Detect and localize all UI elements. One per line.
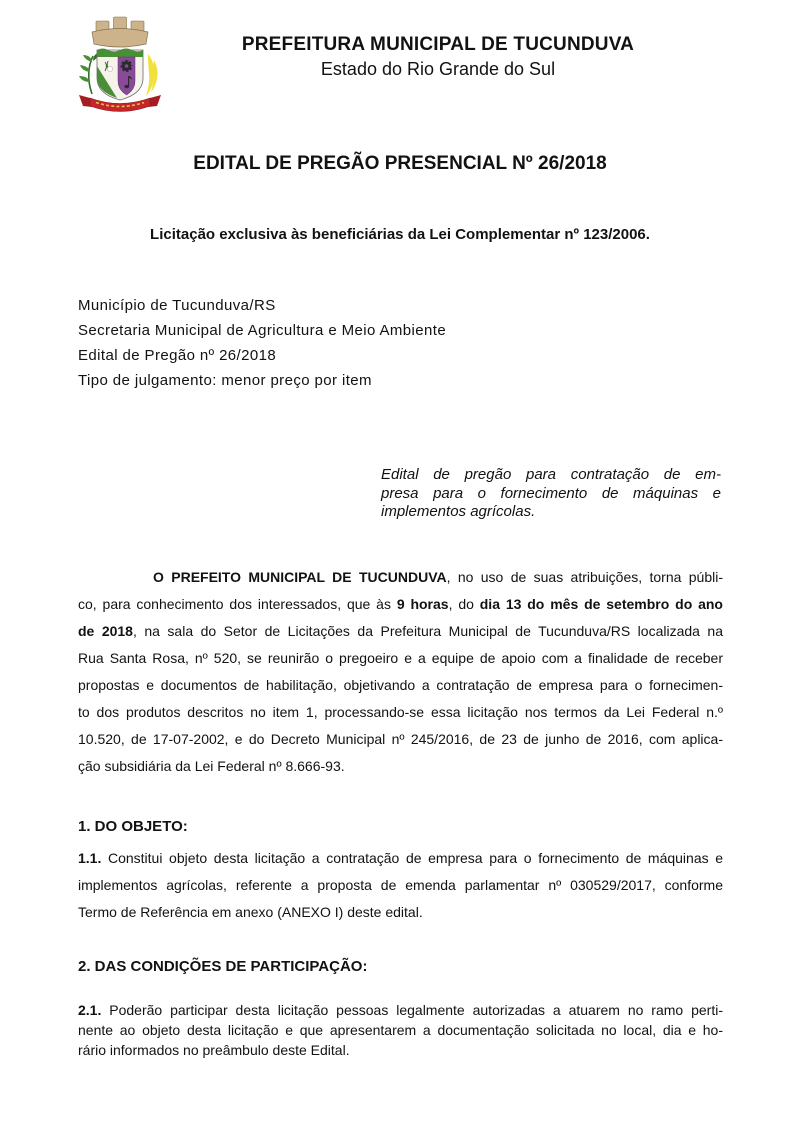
section-2-1-paragraph	[78, 1000, 723, 1060]
object-summary-paragraph	[381, 466, 721, 522]
text-line: Edital de pregão para contratação de em-	[381, 466, 721, 483]
text-line: presa para o fornecimento de máquinas e	[381, 484, 721, 502]
section-1-1-paragraph	[78, 845, 723, 926]
preamble-paragraph	[78, 564, 723, 780]
text-line: to dos produtos descritos no item 1, processando-se essa licitação nos termos da Lei Federal n.º	[78, 704, 723, 720]
text-line: nente ao objeto desta licitação e que apresentarem a documentação solicitada no local, dia e ho-	[78, 1022, 723, 1038]
text-line: ção subsidiária da Lei Federal nº 8.666-93.	[78, 758, 345, 774]
section-1-heading: 1. DO OBJETO:	[78, 818, 188, 835]
text-line: propostas e documentos de habilitação, objetivando a contratação de empresa para o fornecimen-	[78, 677, 723, 693]
letterhead	[76, 33, 800, 81]
text-line: Termo de Referência em anexo (ANEXO I) deste edital.	[78, 904, 423, 920]
text-line: co, para conhecimento dos interessados, que às 9 horas, do dia 13 do mês de setembro do ano	[78, 596, 723, 612]
text-line: Rua Santa Rosa, nº 520, se reunirão o pregoeiro e a equipe de apoio com a finalidade de receber	[78, 650, 723, 666]
text-line: implementos agrícolas, referente a proposta de emenda parlamentar nº 030529/2017, conforme	[78, 877, 723, 893]
document-title: EDITAL DE PREGÃO PRESENCIAL Nº 26/2018	[193, 153, 607, 174]
text-line: O PREFEITO MUNICIPAL DE TUCUNDUVA, no uso de suas atribuições, torna públi-	[153, 569, 723, 585]
exclusivity-note: Licitação exclusiva às beneficiárias da Lei Complementar nº 123/2006.	[150, 226, 650, 243]
text-line: 10.520, de 17-07-2002, e do Decreto Municipal nº 245/2016, de 23 de junho de 2016, com aplica-	[78, 731, 723, 747]
info-line-edital-number: Edital de Pregão nº 26/2018	[78, 347, 277, 364]
text-line: 2.1. Poderão participar desta licitação pessoas legalmente autorizadas a atuarem no ramo perti-	[78, 1002, 723, 1018]
text-line: de 2018, na sala do Setor de Licitações da Prefeitura Municipal de Tucunduva/RS localizada na	[78, 623, 724, 639]
info-line-judgment-type: Tipo de julgamento: menor preço por item	[78, 372, 372, 389]
info-line-secretariat: Secretaria Municipal de Agricultura e Meio Ambiente	[78, 322, 447, 339]
section-2-heading: 2. DAS CONDIÇÕES DE PARTICIPAÇÃO:	[78, 958, 368, 975]
org-name: PREFEITURA MUNICIPAL DE TUCUNDUVA	[241, 34, 635, 55]
info-line-municipality: Município de Tucunduva/RS	[78, 297, 276, 314]
text-line: implementos agrícolas.	[381, 503, 536, 521]
text-line: 1.1. Constitui objeto desta licitação a contratação de empresa para o fornecimento de máquinas e	[78, 850, 723, 866]
text-line: rário informados no preâmbulo deste Edital.	[78, 1042, 350, 1058]
procurement-info-block	[78, 293, 446, 393]
org-state-line: Estado do Rio Grande do Sul	[320, 59, 556, 79]
